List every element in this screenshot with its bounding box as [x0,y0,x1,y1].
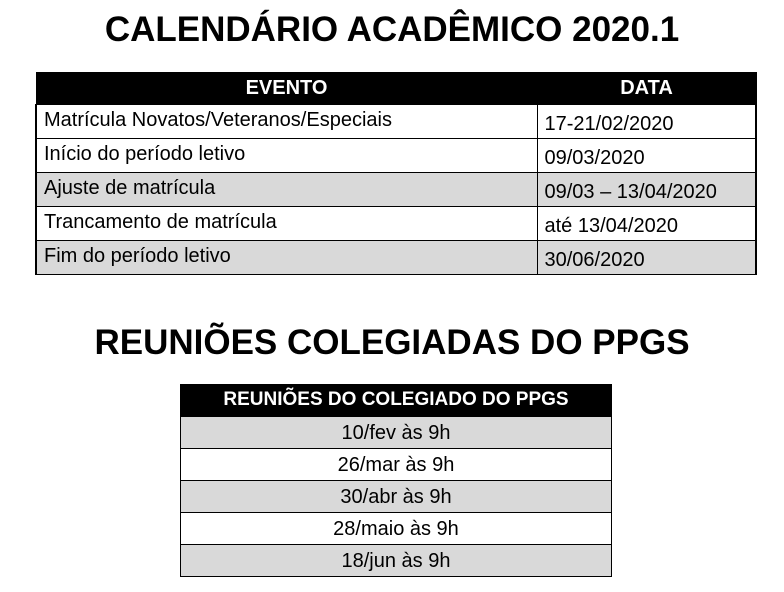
meeting-row [181,481,612,513]
date-cell: 09/03/2020 [537,139,756,173]
calendar-title: CALENDÁRIO ACADÊMICO 2020.1 [104,10,680,49]
event-column-header: EVENTO [36,72,537,105]
event-cell: Matrícula Novatos/Veteranos/Especiais [36,105,537,139]
calendar-table [35,72,757,275]
date-cell: até 13/04/2020 [537,207,756,241]
meeting-date-cell: 30/abr às 9h [181,481,612,513]
meeting-row [181,545,612,577]
meeting-date-cell: 28/maio às 9h [181,513,612,545]
meeting-row [181,449,612,481]
meetings-header-row [181,384,612,417]
event-cell: Fim do período letivo [36,241,537,275]
date-cell: 17-21/02/2020 [537,105,756,139]
event-cell: Ajuste de matrícula [36,173,537,207]
calendar-row [36,173,756,207]
meeting-date-cell: 18/jun às 9h [181,545,612,577]
date-column-header: DATA [537,72,756,105]
date-cell: 09/03 – 13/04/2020 [537,173,756,207]
meeting-row [181,417,612,449]
calendar-row [36,241,756,275]
calendar-row [36,139,756,173]
calendar-row [36,207,756,241]
event-cell: Trancamento de matrícula [36,207,537,241]
meeting-date-cell: 10/fev às 9h [181,417,612,449]
meeting-row [181,513,612,545]
event-cell: Início do período letivo [36,139,537,173]
meetings-table [180,384,612,577]
meeting-date-cell: 26/mar às 9h [181,449,612,481]
meetings-column-header: REUNIÕES DO COLEGIADO DO PPGS [181,384,612,417]
meetings-title: REUNIÕES COLEGIADAS DO PPGS [94,323,690,362]
date-cell: 30/06/2020 [537,241,756,275]
calendar-header-row [36,72,756,105]
calendar-row [36,105,756,139]
